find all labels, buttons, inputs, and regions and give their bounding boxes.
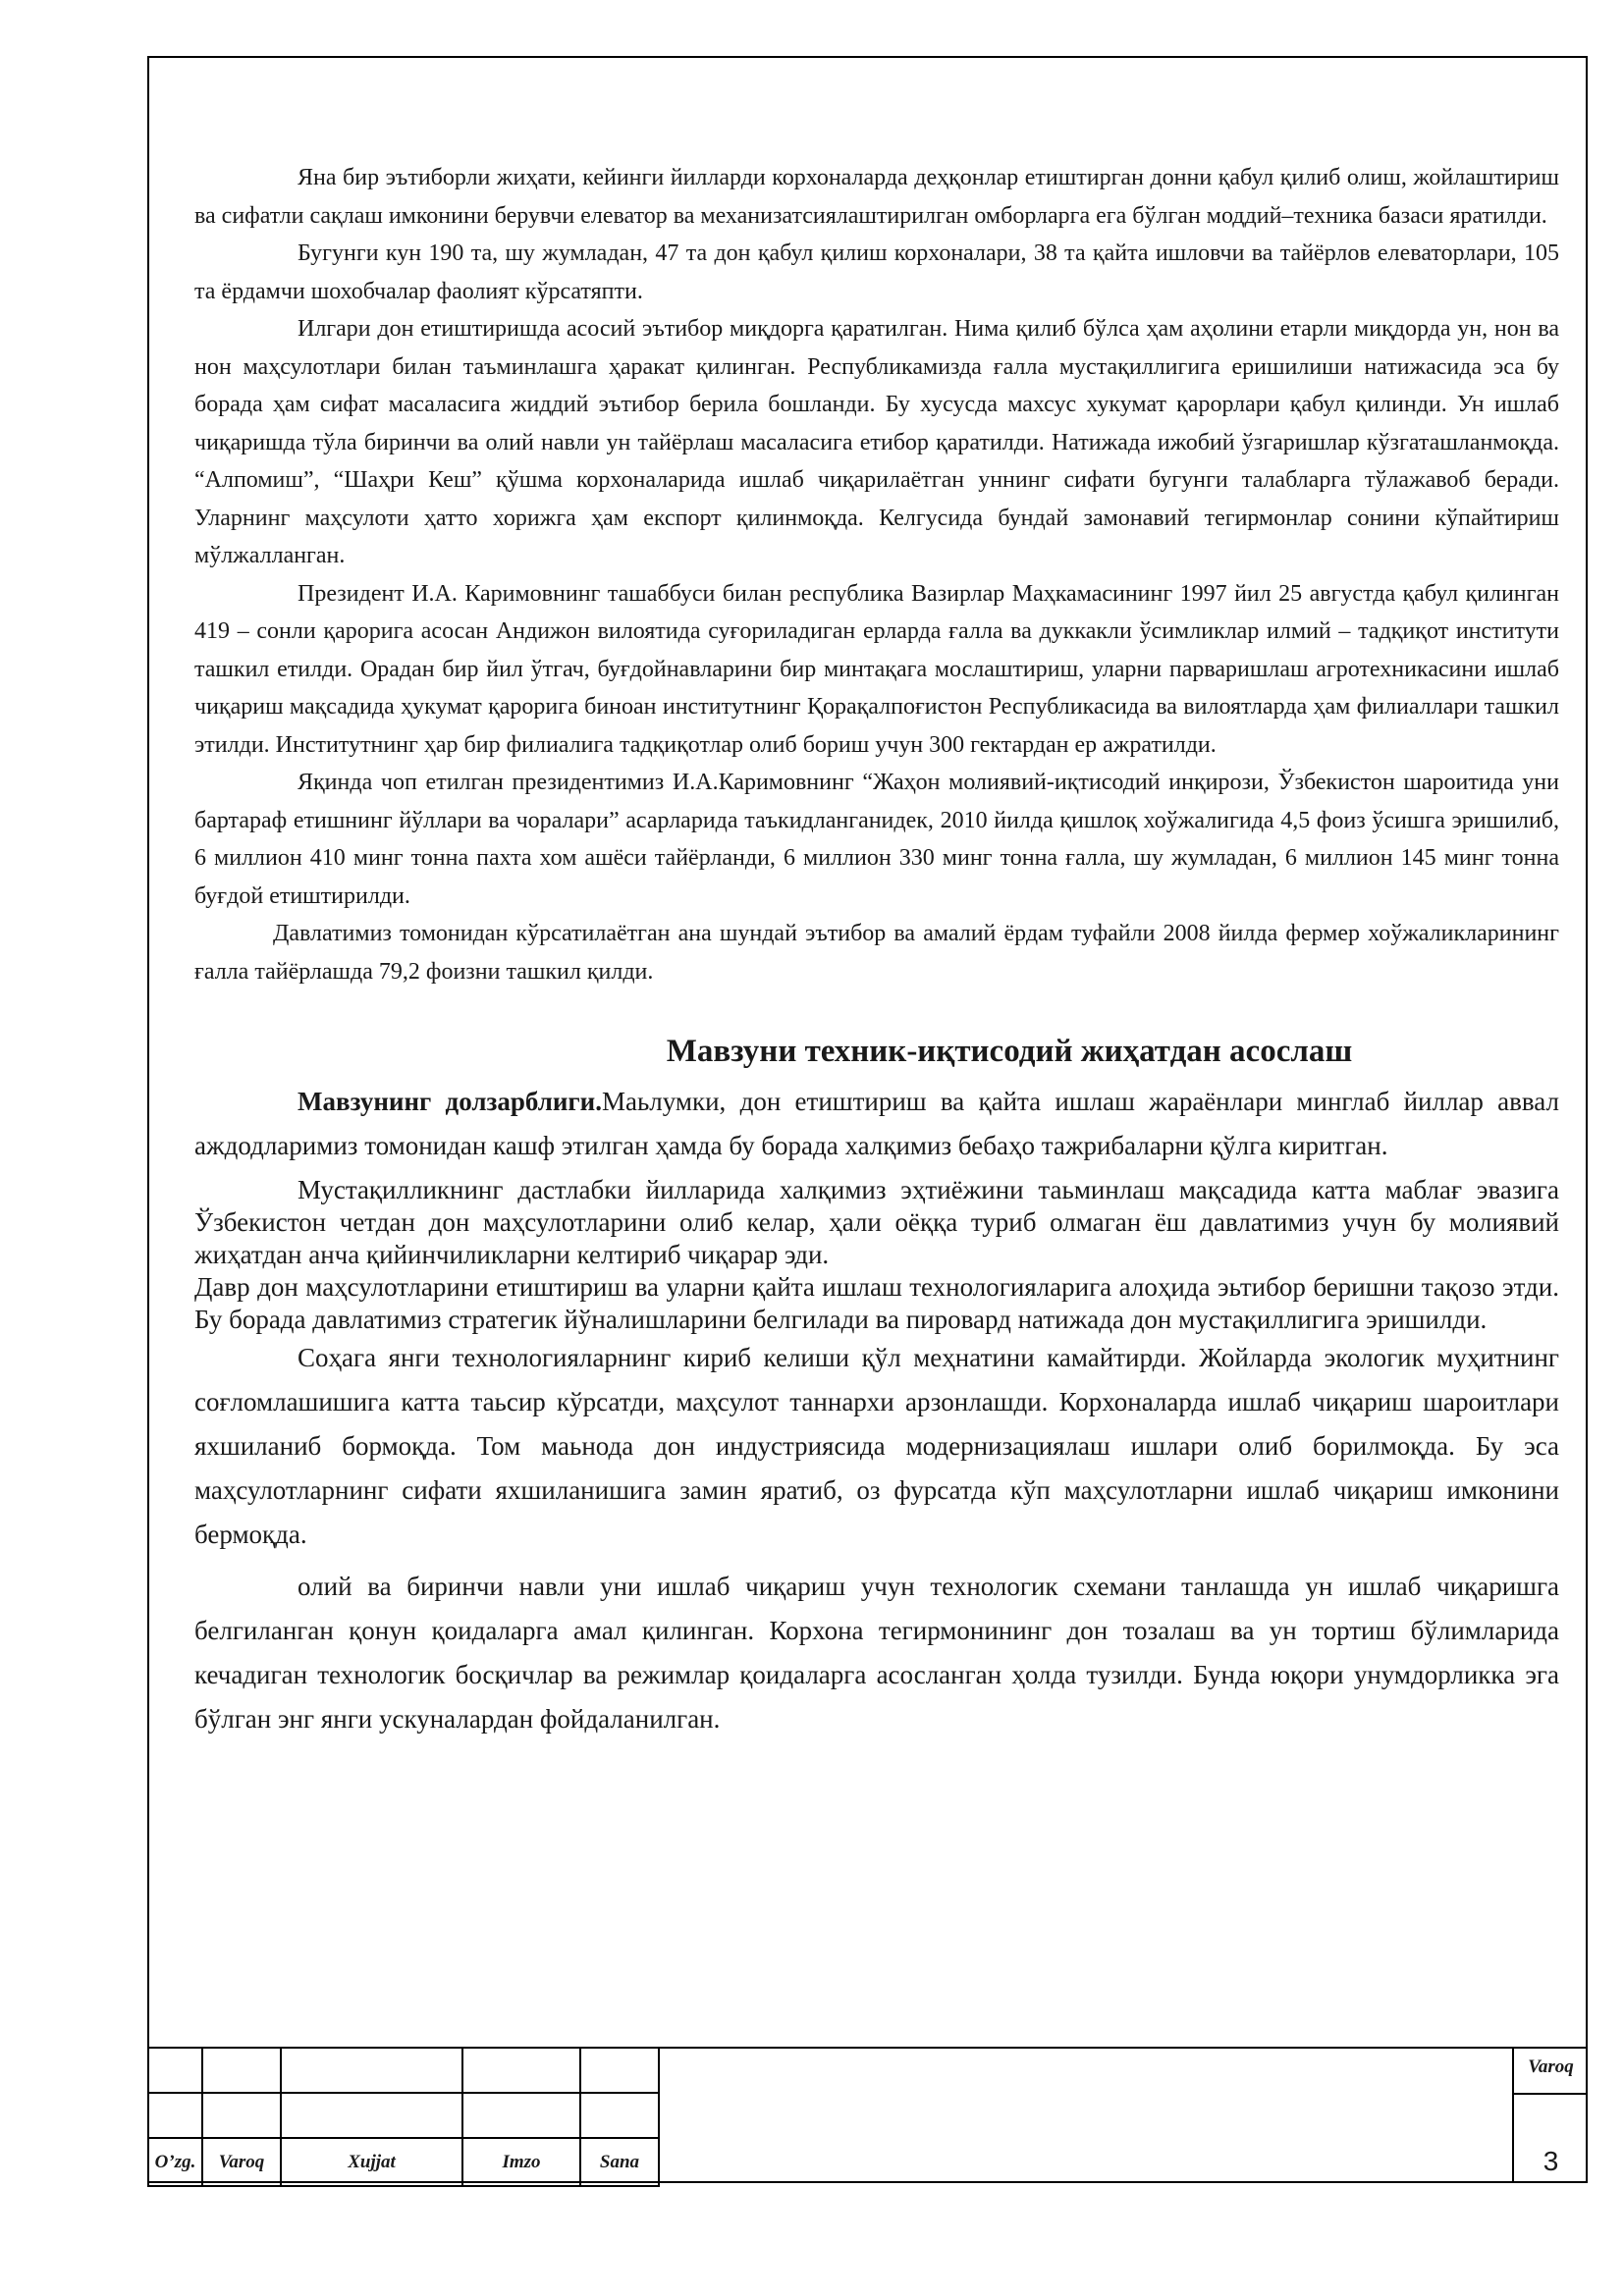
date-label: Sana	[580, 2138, 659, 2186]
signature-label: Imzo	[462, 2138, 580, 2186]
page-number: 3	[1543, 2146, 1559, 2176]
title-block-labels	[148, 2138, 659, 2186]
title-block-row	[148, 2093, 659, 2138]
paragraph-3: Илгари дон етиштиришда асосий эътибор миқдорга қаратилган. Нима қилиб бўлса ҳам аҳолини етарли миқдорда ун, нон ва нон маҳсулотлари билан таъминлашга ҳаракат қилинган. Республикамизда ғалла мустақиллигига еришилиши натижасида эса бу борада ҳам сифат масаласига жиддий эътибор берила бошланди. Бу хусусда махсус хукумат қарорлари қабул қилинди. Ун ишлаб чиқаришда тўла биринчи ва олий навли ун тайёрлаш масаласига етибор қаратилди. Натижада ижобий ўзгаришлар кўзгаташланмоқда. “Алпомиш”, “Шаҳри Кеш” қўшма корхоналарида ишлаб чиқарилаётган уннинг сифати бугунги талабларга тўлажавоб беради. Уларнинг маҳсулоти ҳатто хорижга ҳам експорт қилинмоқда. Келгусида бундай замонавий тегирмонлар сонини кўпайтириш мўлжалланган.	[194, 316, 1559, 568]
paragraph-5: Яқинда чоп етилган президентимиз И.А.Каримовнинг “Жаҳон молиявий-иқтисодий инқирози, Ўзбекистон шароитида уни бартараф етишнинг йўллари ва чоралари” асарларида таъкидланганидек, 2010 йилда қишлоқ хоўжалигида 4,5 фоиз ўсишга эришилиб, 6 миллион 410 минг тонна пахта хом ашёси тайёрланди, 6 миллион 330 минг тонна ғалла, шу жумладан, 6 миллион 145 минг тонна буғдой етиштирилди.	[194, 770, 1559, 909]
relevance-label: Мавзунинг долзарблиги.	[298, 1087, 602, 1116]
title-block-top-line	[658, 2047, 1588, 2049]
title-block-table	[147, 2047, 660, 2187]
sheet-col-label: Varoq	[202, 2138, 281, 2186]
document-label: Xujjat	[281, 2138, 462, 2186]
final-paragraph: олий ва биринчи навли уни ишлаб чиқариш учун технологик схемани танлашда ун ишлаб чиқаришга белгиланган қонун қоидаларга амал қилинган. Корхона тегирмонининг дон тозалаш ва ун тортиш бўлимларида кечадиган технологик босқичлар ва режимлар қоидаларга асосланган ҳолда тузилди. Бунда юқори унумдорликка эга бўлган энг янги ускуналардан фойдаланилган.	[194, 1572, 1559, 1734]
technology-paragraph: Соҳага янги технологияларнинг кириб келиши қўл меҳнатини камайтирди. Жойларда экологик муҳитнинг соғломлашишига катта таьсир кўрсатди, маҳсулот таннархи арзонлашди. Корхоналарда ишлаб чиқариш шароитлари яхшиланиб бормоқда. Том маьнода дон индустриясида модернизациялаш ишлари олиб борилмоқда. Бу эса маҳсулотларнинг сифати яхшиланишига замин яратиб, оз фурсатда кўп маҳсулотларни ишлаб чиқариш имконини бермоқда.	[194, 1343, 1559, 1549]
section-heading: Мавзуни техник-иқтисодий жиҳатдан асослаш	[666, 1034, 1353, 1069]
compact-paragraph-1: Мустақилликнинг дастлабки йилларида халқимиз эҳтиёжини таьминлаш мақсадида катта маблағ эвазига Ўзбекистон четдан дон маҳсулотларини олиб келар, ҳали оёққа туриб олмаган ёш давлатимиз учун бу молиявий жиҳатдан анча қийинчиликларни келтириб чиқарар эди.	[194, 1175, 1559, 1269]
compact-paragraph-2: Давр дон маҳсулотларини етиштириш ва уларни қайта ишлаш технологияларига алоҳида эьтибор беришни тақозо этди. Бу борада давлатимиз стратегик йўналишларини белгилади ва пировард натижада дон мустақиллигига эришилди.	[194, 1272, 1559, 1334]
title-block	[147, 2047, 1588, 2183]
paragraph-6: Давлатимиз томонидан кўрсатилаётган ана шундай эътибор ва амалий ёрдам туфайли 2008 йилда фермер хоўжаликларининг ғалла тайёрлашда 79,2 фоизни ташкил қилди.	[194, 921, 1559, 985]
sheet-label: Varoq	[1528, 2056, 1574, 2077]
sheet-number-box	[1512, 2047, 1588, 2183]
paragraph-4: Президент И.А. Каримовнинг ташаббуси билан республика Вазирлар Маҳкамасининг 1997 йил 25 августда қабул қилинган 419 – сонли қарорига асосан Андижон вилоятида суғориладиган ерларда ғалла ва дуккакли ўсимликлар илмий – тадқиқот институти ташкил етилди. Орадан бир йил ўтгач, буғдойнавларини бир минтақага мослаштириш, уларни парваришлаш агротехникасини ишлаб чиқариш мақсадида ҳукумат қарорига биноан институтнинг Қорақалпоғистон Республикасида ва вилоятларда ҳам филиаллари ташкил этилди. Институтнинг ҳар бир филиалига тадқиқотлар олиб бориш учун 300 гектардан ер ажратилди.	[194, 580, 1559, 758]
relevance-text: Маьлумки, дон етиштириш ва қайта ишлаш жараёнлари минглаб йиллар аввал аждодларимиз томонидан кашф этилган ҳамда бу борада халқимиз бебаҳо тажрибаларни қўлга киритган.	[194, 1087, 1560, 1160]
sheet-box-divider	[1514, 2093, 1588, 2095]
paragraph-2: Бугунги кун 190 та, шу жумладан, 47 та дон қабул қилиш корхоналари, 38 та қайта ишловчи ва тайёрлов елеваторлари, 105 та ёрдамчи шохобчалар фаолият кўрсатяпти.	[194, 240, 1559, 304]
change-label: O’zg.	[148, 2138, 202, 2186]
relevance-paragraph	[194, 1080, 1559, 1168]
paragraph-1: Яна бир эътиборли жиҳати, кейинги йилларди корхоналарда деҳқонлар етиштирган донни қабул қилиб олиш, жойлаштириш ва сифатли сақлаш имконини берувчи елеватор ва механизатсиялаштирилган омборларга ега бўлган моддий–техника базаси яратилди.	[194, 165, 1559, 229]
title-block-row	[148, 2048, 659, 2093]
document-body	[194, 159, 1559, 1741]
